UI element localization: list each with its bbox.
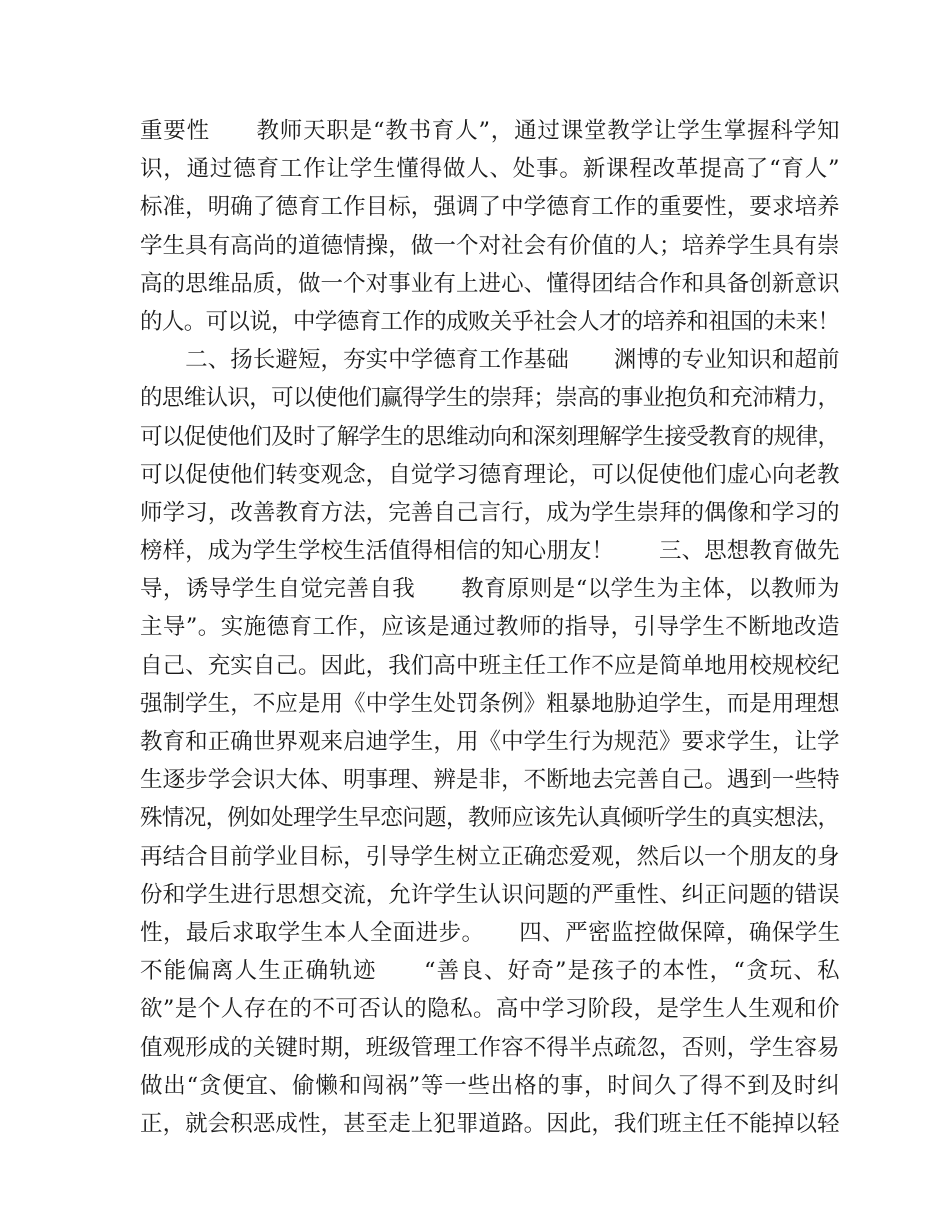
text-line: 可以促使他们转变观念，自觉学习德育理论，可以促使他们虚心向老教: [140, 461, 840, 488]
text-line: 导，诱导学生自觉完善自我 教育原则是“以学生为主体，以教师为: [140, 576, 840, 603]
text-line: 殊情况，例如处理学生早恋问题，教师应该先认真倾听学生的真实想法，: [140, 805, 840, 832]
text-line: 自己、充实自己。因此，我们高中班主任工作不应是简单地用校规校纪: [140, 652, 840, 679]
text-line: 强制学生，不应是用《中学生处罚条例》粗暴地胁迫学生，而是用理想: [140, 690, 840, 717]
text-line: 的人。可以说，中学德育工作的成败关乎社会人才的培养和祖国的未来！: [140, 308, 840, 335]
text-line: 学生具有高尚的道德情操，做一个对社会有价值的人；培养学生具有崇: [140, 232, 840, 259]
text-line: 重要性 教师天职是“教书育人”，通过课堂教学让学生掌握科学知: [140, 118, 841, 144]
text-line: 值观形成的关键时期，班级管理工作容不得半点疏忽，否则，学生容易: [140, 1034, 840, 1061]
text-line: 二、扬长避短，夯实中学德育工作基础 渊博的专业知识和超前: [140, 347, 840, 374]
text-line: 主导”。实施德育工作，应该是通过教师的指导，引导学生不断地改造: [140, 614, 840, 641]
text-line: 识，通过德育工作让学生懂得做人、处事。新课程改革提高了“育人”: [140, 156, 841, 183]
text-line: 榜样，成为学生学校生活值得相信的知心朋友！ 三、思想教育做先: [140, 538, 840, 565]
text-line: 性，最后求取学生本人全面进步。 四、严密监控做保障，确保学生: [140, 919, 841, 946]
text-line: 师学习，改善教育方法，完善自己言行，成为学生崇拜的偶像和学习的: [140, 499, 840, 526]
text-line: 高的思维品质，做一个对事业有上进心、懂得团结合作和具备创新意识: [140, 270, 840, 297]
text-line: 份和学生进行思想交流，允许学生认识问题的严重性、纠正问题的错误: [140, 881, 840, 908]
text-line: 做出“贪便宜、偷懒和闯祸”等一些出格的事，时间久了得不到及时纠: [140, 1072, 841, 1099]
text-line: 欲”是个人存在的不可否认的隐私。高中学习阶段，是学生人生观和价: [140, 996, 840, 1023]
text-line: 的思维认识，可以使他们赢得学生的崇拜；崇高的事业抱负和充沛精力，: [140, 385, 840, 412]
text-line: 再结合目前学业目标，引导学生树立正确恋爱观，然后以一个朋友的身: [140, 843, 840, 870]
body-text: [140, 112, 840, 1143]
text-line: 不能偏离人生正确轨迹 “善良、好奇”是孩子的本性，“贪玩、私: [140, 958, 841, 985]
text-line: 生逐步学会识大体、明事理、辨是非，不断地去完善自己。遇到一些特: [140, 767, 840, 794]
text-line: 标准，明确了德育工作目标，强调了中学德育工作的重要性，要求培养: [140, 194, 840, 221]
text-line: 教育和正确世界观来启迪学生，用《中学生行为规范》要求学生，让学: [140, 729, 840, 755]
text-line: 可以促使他们及时了解学生的思维动向和深刻理解学生接受教育的规律，: [140, 423, 840, 450]
text-line: 正，就会积恶成性，甚至走上犯罪道路。因此，我们班主任不能掉以轻: [140, 1110, 840, 1137]
